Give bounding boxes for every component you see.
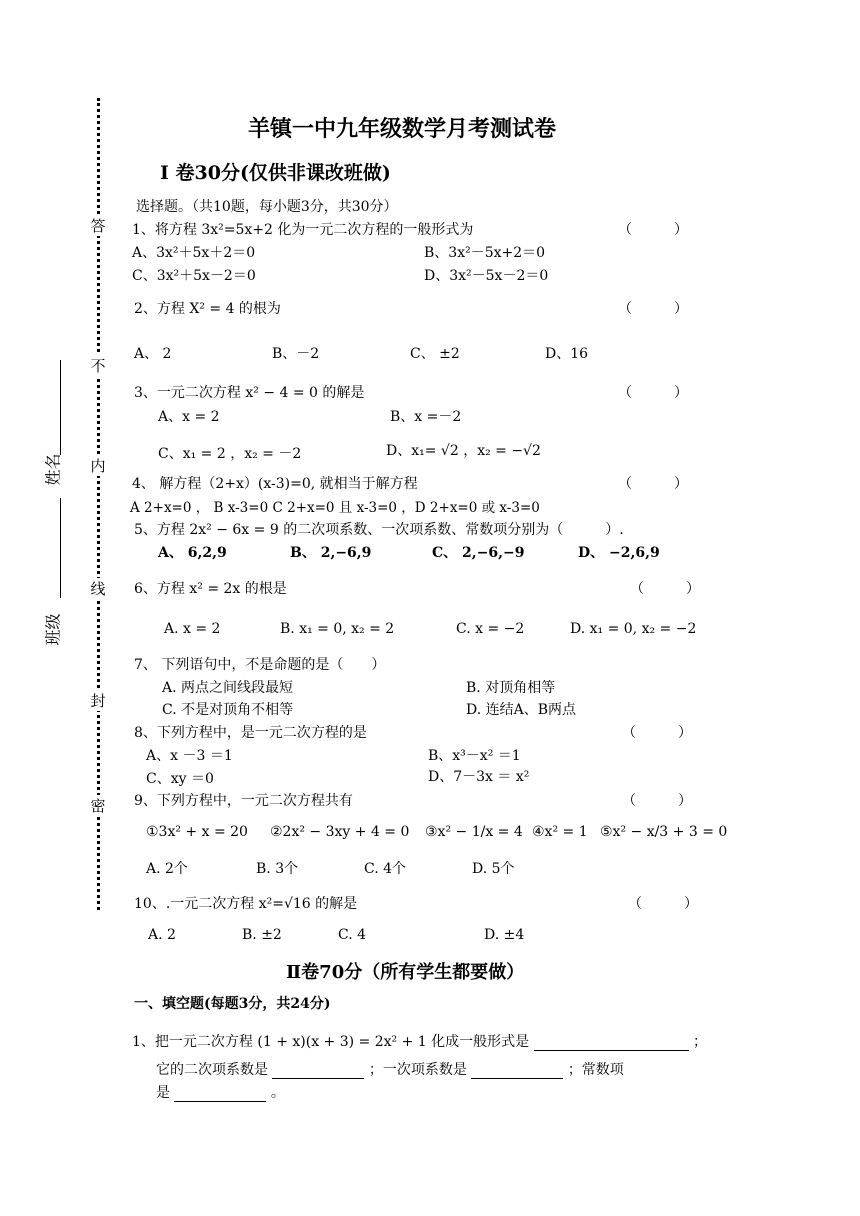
q9-stem: 9、下列方程中，一元二次方程共有 xyxy=(134,793,353,809)
fill1-blank-general-form[interactable] xyxy=(534,1036,689,1051)
class-label: 班级 xyxy=(43,613,63,646)
q8-answer-paren[interactable]: （ ） xyxy=(622,725,692,741)
q9-answer-paren[interactable]: （ ） xyxy=(622,793,692,809)
q1-option-c[interactable]: C、3x²＋5x－2＝0 xyxy=(132,268,256,284)
q6-option-a[interactable]: A. x = 2 xyxy=(164,621,221,637)
q8-option-a[interactable]: A、x －3 ＝1 xyxy=(146,748,233,764)
seal-char-nei: 内 xyxy=(88,455,108,476)
class-underline xyxy=(60,498,61,598)
q6-option-d[interactable]: D. x₁ = 0, x₂ = −2 xyxy=(570,621,697,637)
fill1-line3-end: 。 xyxy=(270,1085,285,1101)
q8-option-b[interactable]: B、x³－x² ＝1 xyxy=(428,748,521,764)
q2-answer-paren[interactable]: （ ） xyxy=(618,301,688,317)
q9-option-d[interactable]: D. 5个 xyxy=(472,861,515,877)
q10-option-b[interactable]: B. ±2 xyxy=(242,927,282,943)
q1-option-a[interactable]: A、3x²＋5x＋2＝0 xyxy=(132,245,256,261)
q9-option-b[interactable]: B. 3个 xyxy=(256,861,299,877)
q8-option-c[interactable]: C、xy ＝0 xyxy=(146,771,214,787)
q1-option-b[interactable]: B、3x²－5x+2＝0 xyxy=(424,245,546,261)
fill1-line3-label: 是 xyxy=(156,1085,170,1101)
q2-option-c[interactable]: C、 ±2 xyxy=(410,346,460,362)
fill1-const-label: ；常数项 xyxy=(567,1062,624,1078)
fill1-end: ； xyxy=(693,1034,708,1050)
fill1-quad-label: 它的二次项系数是 xyxy=(156,1062,268,1078)
fill1-blank-constant[interactable] xyxy=(174,1087,266,1102)
fill1-text-b: 化成一般形式是 xyxy=(431,1034,530,1050)
q4-answer-paren[interactable]: （ ） xyxy=(618,476,688,492)
q7-stem: 7、 下列语句中，不是命题的是（ ） xyxy=(134,657,386,673)
q5-option-a[interactable]: A、 6,2,9 xyxy=(158,545,227,561)
seal-char-mi: 密 xyxy=(88,795,108,816)
name-underline xyxy=(60,360,61,455)
q2-option-d[interactable]: D、16 xyxy=(545,346,589,362)
fill1-blank-linear-coef[interactable] xyxy=(471,1064,563,1079)
q3-stem: 3、一元二次方程 x² − 4 = 0 的解是 xyxy=(134,385,365,401)
part2-heading: Ⅱ卷70分（所有学生都要做） xyxy=(286,962,525,983)
q10-answer-paren[interactable]: （ ） xyxy=(628,896,698,912)
q2-stem: 2、方程 X² = 4 的根为 xyxy=(134,301,281,317)
q4-options[interactable]: A 2+x=0 ， B x-3=0 C 2+x=0 且 x-3=0 ，D 2+x=0 或 x-3=0 xyxy=(130,500,540,516)
q7-option-d[interactable]: D. 连结A、B两点 xyxy=(466,702,577,718)
q7-option-c[interactable]: C. 不是对顶角不相等 xyxy=(162,702,294,718)
q3-option-c[interactable]: C、x₁ = 2 ，x₂ = －2 xyxy=(158,446,302,462)
q7-option-a[interactable]: A. 两点之间线段最短 xyxy=(162,680,294,696)
q9-eq-1: ①3x² + x = 20 xyxy=(146,824,248,840)
q3-option-b[interactable]: B、x =－2 xyxy=(390,409,462,425)
class-field[interactable] xyxy=(24,560,84,700)
q2-option-b[interactable]: B、－2 xyxy=(272,346,320,362)
q10-option-a[interactable]: A. 2 xyxy=(148,927,176,943)
q10-stem: 10、.一元二次方程 x²=√16 的解是 xyxy=(134,896,358,912)
q9-eq-4: ④x² = 1 xyxy=(532,824,588,840)
q8-option-d[interactable]: D、7－3x ＝ x² xyxy=(428,769,530,785)
q9-option-c[interactable]: C. 4个 xyxy=(364,861,407,877)
q5-option-d[interactable]: D、 −2,6,9 xyxy=(578,545,660,561)
seal-char-feng: 封 xyxy=(88,690,108,711)
seal-char-da: 答 xyxy=(88,215,108,236)
part1-intro: 选择题。（共10题，每小题3分，共30分） xyxy=(136,199,398,215)
seal-char-bu: 不 xyxy=(88,355,108,376)
name-field[interactable] xyxy=(24,380,84,520)
q6-option-b[interactable]: B. x₁ = 0, x₂ = 2 xyxy=(280,621,395,637)
q6-stem: 6、方程 x² = 2x 的根是 xyxy=(134,581,287,597)
q3-answer-paren[interactable]: （ ） xyxy=(618,385,688,401)
q7-option-b[interactable]: B. 对顶角相等 xyxy=(466,680,556,696)
q8-stem: 8、下列方程中，是一元二次方程的是 xyxy=(134,725,367,741)
fill1-text-a: 1、把一元二次方程 xyxy=(132,1034,253,1050)
fill1-line2 xyxy=(156,1059,624,1079)
q2-option-a[interactable]: A、 2 xyxy=(134,346,172,362)
q10-option-d[interactable]: D. ±4 xyxy=(484,927,525,943)
q5-option-c[interactable]: C、 2,−6,−9 xyxy=(432,545,525,561)
q9-eq-3: ③x² − 1/x = 4 xyxy=(425,824,523,840)
q9-eq-5: ⑤x² − x/3 + 3 = 0 xyxy=(600,824,728,840)
q9-eq-2: ②2x² − 3xy + 4 = 0 xyxy=(270,824,410,840)
q6-option-c[interactable]: C. x = −2 xyxy=(456,621,525,637)
q3-option-a[interactable]: A、x = 2 xyxy=(158,409,220,425)
page-title: 羊镇一中九年级数学月考测试卷 xyxy=(248,116,557,142)
q1-option-d[interactable]: D、3x²－5x－2＝0 xyxy=(424,268,549,284)
q5-stem: 5、方程 2x² − 6x = 9 的二次项系数、一次项系数、常数项分别为（ ）. xyxy=(134,522,624,538)
q3-option-d[interactable]: D、x₁= √2 ，x₂ = −√2 xyxy=(386,443,541,459)
fill1-blank-quad-coef[interactable] xyxy=(272,1064,364,1079)
part1-heading: Ⅰ 卷30分(仅供非课改班做) xyxy=(160,162,391,184)
q6-answer-paren[interactable]: （ ） xyxy=(630,581,700,597)
q1-answer-paren[interactable]: （ ） xyxy=(618,222,688,238)
fill1-equation: (1 + x)(x + 3) = 2x² + 1 xyxy=(257,1034,427,1050)
q4-stem: 4、 解方程（2+x）(x-3)=0, 就相当于解方程 xyxy=(132,476,418,492)
q9-option-a[interactable]: A. 2个 xyxy=(146,861,188,877)
part2-section1-title: 一、填空题(每题3分，共24分) xyxy=(134,996,331,1012)
q1-stem: 1、将方程 3x²=5x+2 化为一元二次方程的一般形式为 xyxy=(132,222,474,238)
q5-option-b[interactable]: B、 2,−6,9 xyxy=(290,545,372,561)
fill1-line1 xyxy=(132,1031,707,1051)
fill1-line3 xyxy=(156,1082,285,1102)
seal-char-xian: 线 xyxy=(88,578,108,599)
q10-option-c[interactable]: C. 4 xyxy=(338,927,367,943)
fill1-linear-label: ；一次项系数是 xyxy=(368,1062,467,1078)
name-label: 姓名 xyxy=(43,453,63,486)
